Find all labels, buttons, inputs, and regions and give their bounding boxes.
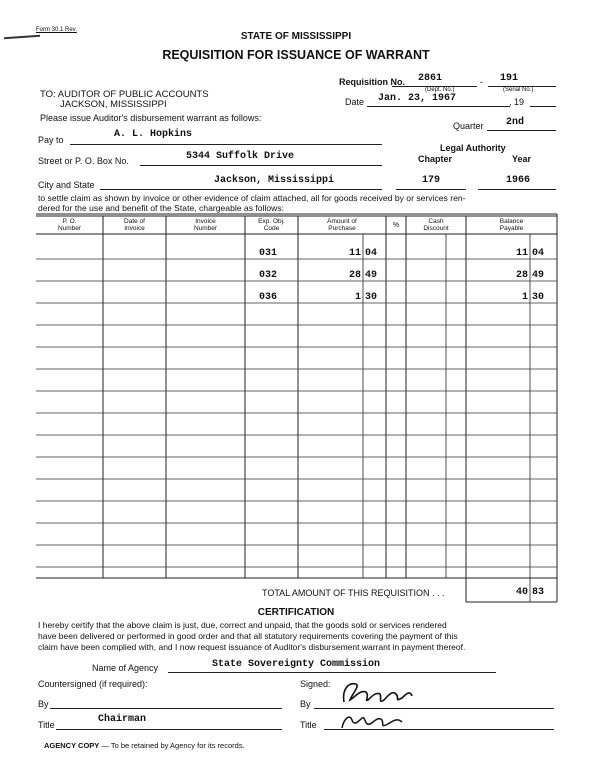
row-3-balance-cents: 30	[532, 292, 545, 303]
agency-line	[168, 672, 496, 673]
settle-text-1: to settle claim as shown by invoice or other evidence of claim attached, all for goods received by or services ren-	[38, 193, 466, 203]
row-2-code: 032	[259, 270, 278, 281]
to-line-2: JACKSON, MISSISSIPPI	[60, 99, 167, 110]
row-1-balance-cents: 04	[532, 248, 545, 259]
legal-authority-title: Legal Authority	[440, 143, 506, 153]
title-label-left: Title	[38, 720, 55, 730]
total-label: TOTAL AMOUNT OF THIS REQUISITION . . .	[262, 588, 445, 598]
by-line-left	[50, 708, 282, 709]
agency-name: State Sovereignty Commission	[212, 659, 381, 670]
row-3-amount-cents: 30	[365, 292, 378, 303]
row-2-amount-cents: 49	[365, 270, 378, 281]
row-3-amount-dollars: 1	[354, 292, 361, 303]
certification-line-1: I hereby certify that the above claim is just, due, correct and unpaid, that the goods sold or services rendered	[38, 620, 447, 630]
row-2-amount-dollars: 28	[348, 270, 361, 281]
certification-title: CERTIFICATION	[257, 607, 335, 618]
date-year-prefix: , 19	[509, 97, 525, 107]
payee-name: A. L. Hopkins	[114, 129, 193, 140]
row-2-balance-dollars: 28	[515, 270, 528, 281]
dept-caption: (Dept. No.)	[425, 87, 455, 93]
row-3-balance-dollars: 1	[521, 292, 528, 303]
street-value: 5344 Suffolk Drive	[186, 151, 295, 162]
by-label-right: By	[300, 699, 311, 709]
requisition-dept-no: 2861	[418, 73, 443, 84]
title-label-right: Title	[300, 720, 317, 730]
certification-line-2: have been delivered or performed in good order and that all statutory requirements covering the payment of this	[38, 631, 458, 641]
to-line-1: TO: AUDITOR OF PUBLIC ACCOUNTS	[40, 89, 209, 100]
quarter-label: Quarter	[453, 121, 484, 131]
footer-bold: AGENCY COPY	[44, 741, 100, 750]
row-1-amount-dollars: 11	[348, 248, 361, 259]
requisition-dash: -	[480, 77, 483, 87]
serial-caption: (Serial No.)	[503, 87, 534, 93]
header-balance-payable: Balance Payable	[499, 218, 524, 232]
row-3-code: 036	[259, 292, 278, 303]
total-cents: 83	[532, 587, 545, 598]
row-1-code: 031	[259, 248, 278, 259]
row-2-balance-cents: 49	[532, 270, 545, 281]
pay-to-label: Pay to	[38, 135, 64, 145]
chapter-label: Chapter	[418, 154, 453, 164]
city-value: Jackson, Mississippi	[214, 175, 335, 186]
state-heading: STATE OF MISSISSIPPI	[240, 31, 352, 42]
street-label: Street or P. O. Box No.	[38, 156, 129, 166]
please-issue: Please issue Auditor's disbursement warrant as follows:	[40, 113, 262, 123]
header-invoice-number: Invoice Number	[193, 218, 218, 232]
chapter-value: 179	[422, 175, 441, 186]
header-po-number: P. O. Number	[57, 218, 82, 232]
page-title: REQUISITION FOR ISSUANCE OF WARRANT	[162, 48, 430, 62]
by-label-left: By	[38, 699, 49, 709]
form-number: Form 30.1 Rev.	[36, 27, 77, 33]
header-percent: %	[392, 222, 400, 229]
year-value: 1966	[506, 175, 531, 186]
footer-rest: — To be retained by Agency for its records.	[99, 741, 245, 750]
year-label: Year	[512, 154, 532, 164]
quarter-value: 2nd	[506, 117, 525, 128]
signature-title	[338, 710, 408, 734]
footer-note	[44, 741, 245, 750]
requisition-label: Requisition No.	[339, 77, 405, 87]
requisition-serial-no: 191	[500, 73, 519, 84]
row-1-balance-dollars: 11	[515, 248, 528, 259]
agency-label: Name of Agency	[92, 663, 159, 673]
total-dollars: 40	[515, 587, 528, 598]
header-amount-of-purchase: Amount of Purchase	[327, 218, 357, 232]
date-label: Date	[345, 97, 365, 107]
date-value: Jan. 23, 1967	[378, 93, 457, 104]
title-line-left	[56, 729, 282, 730]
left-title-value: Chairman	[98, 714, 147, 725]
header-cash-discount: Cash Discount	[423, 218, 449, 232]
certification-line-3: claim have been complied with, and I now request issuance of Auditor's disbursement warrant in payment thereof.	[38, 642, 466, 652]
header-date-of-invoice: Date of Invoice	[124, 218, 145, 232]
signed-label: Signed:	[300, 679, 331, 689]
signature-by	[338, 676, 418, 710]
settle-text-2: dered for the use and benefit of the State, chargeable as follows:	[38, 203, 285, 213]
header-exp-obj-code: Exp. Obj. Code	[258, 218, 285, 232]
city-label: City and State	[38, 180, 95, 190]
row-1-amount-cents: 04	[365, 248, 378, 259]
countersigned-label: Countersigned (if required):	[38, 679, 148, 689]
